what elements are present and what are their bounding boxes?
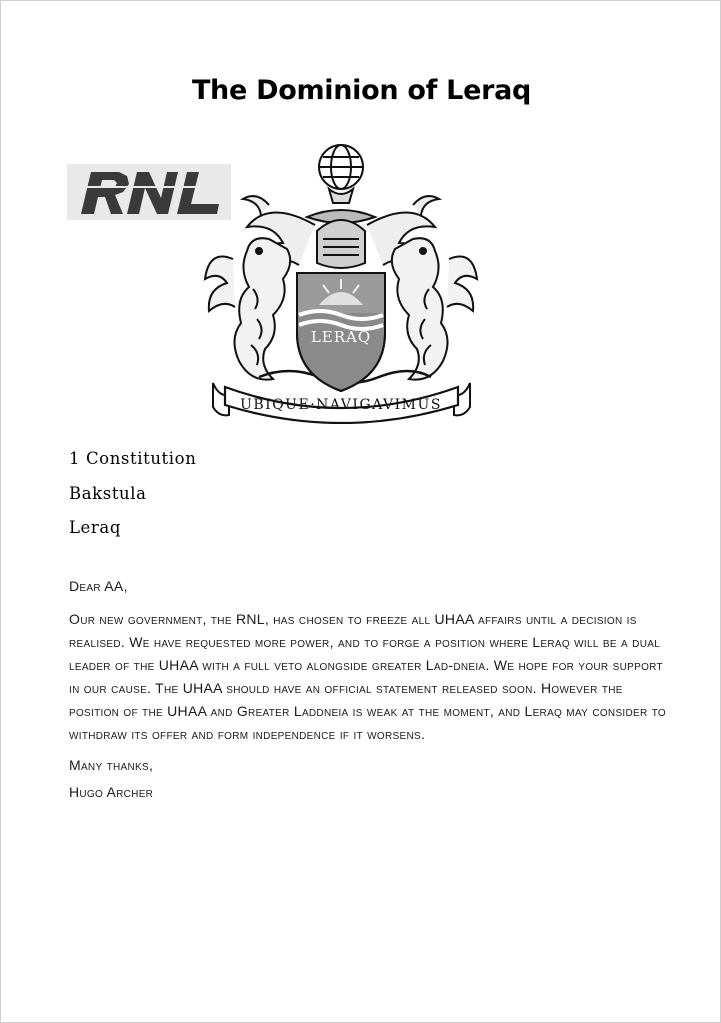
letter-signature: Hugo Archer	[69, 784, 154, 800]
address-line-2: Bakstula	[69, 483, 147, 503]
letter-paragraph: Our new government, the RNL, has chosen to freeze all UHAA affairs until a decision is realised. We have requested more power, and to forge a position where Leraq will be a dual leader of the UHAA with a full veto alongside greater Lad-dneia. We hope for your support in our cause. The UHAA should have an official statement released soon. However the position of the UHAA and Greater Laddneia is weak at the moment, and Leraq may consider to withdraw its offer and form independence if it worsens.	[69, 611, 667, 742]
letter-body	[69, 578, 669, 800]
address-line-3: Leraq	[69, 518, 122, 537]
address-line-1: 1 Constitution	[69, 449, 197, 468]
svg-text:UBIQUE·NAVIGAVIMUS: UBIQUE·NAVIGAVIMUS	[240, 397, 442, 413]
letter-closing: Many thanks,	[69, 757, 154, 773]
coat-of-arms	[199, 139, 484, 424]
sender-address	[69, 449, 196, 553]
svg-text:LERAQ: LERAQ	[310, 328, 372, 346]
letter-greeting: Dear AA,	[69, 578, 128, 594]
page-title: The Dominion of Leraq	[191, 75, 532, 106]
